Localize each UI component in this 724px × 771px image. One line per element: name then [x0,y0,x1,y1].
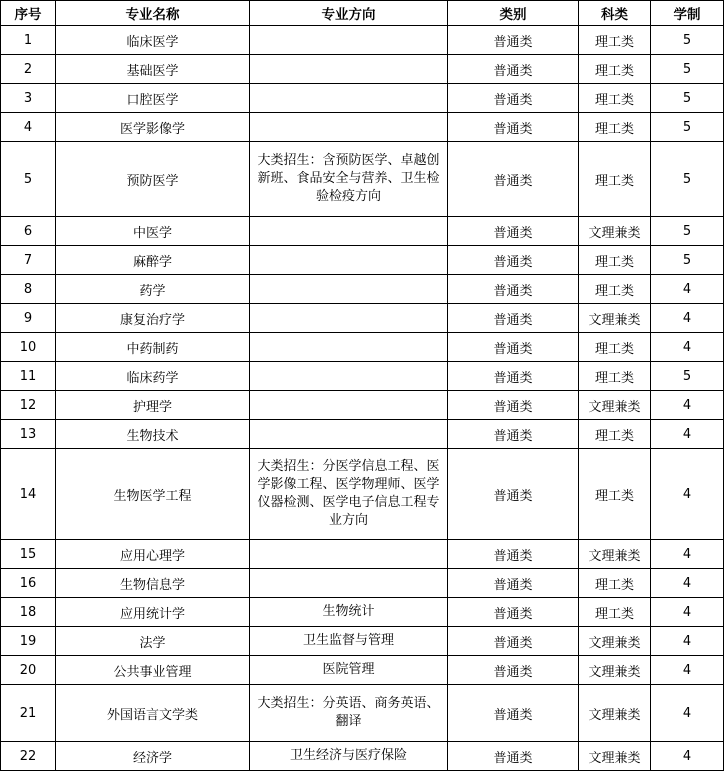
cell-category: 普通类 [448,598,579,627]
cell-category: 普通类 [448,304,579,333]
table-row [1,142,724,217]
cell-years: 4 [651,333,724,362]
header-row [1,1,724,26]
cell-no: 6 [1,217,56,246]
cell-category: 普通类 [448,55,579,84]
cell-no: 1 [1,26,56,55]
cell-subject: 理工类 [579,333,651,362]
cell-name: 口腔医学 [56,84,250,113]
table-row [1,598,724,627]
cell-no: 15 [1,540,56,569]
cell-no: 19 [1,627,56,656]
cell-direction [250,113,448,142]
cell-years: 5 [651,55,724,84]
table-row [1,275,724,304]
table-row [1,113,724,142]
cell-category: 普通类 [448,113,579,142]
cell-direction [250,275,448,304]
cell-direction [250,246,448,275]
table-row [1,55,724,84]
cell-years: 5 [651,362,724,391]
cell-no: 2 [1,55,56,84]
cell-subject: 文理兼类 [579,391,651,420]
cell-direction: 医院管理 [250,656,448,685]
cell-name: 应用心理学 [56,540,250,569]
cell-subject: 文理兼类 [579,627,651,656]
cell-years: 5 [651,113,724,142]
cell-name: 经济学 [56,742,250,771]
cell-subject: 理工类 [579,362,651,391]
table-row [1,540,724,569]
cell-subject: 文理兼类 [579,656,651,685]
cell-subject: 理工类 [579,142,651,217]
cell-no: 13 [1,420,56,449]
cell-category: 普通类 [448,742,579,771]
cell-no: 3 [1,84,56,113]
cell-years: 4 [651,627,724,656]
cell-category: 普通类 [448,84,579,113]
cell-subject: 理工类 [579,598,651,627]
cell-category: 普通类 [448,685,579,742]
table-row [1,685,724,742]
header-category: 类别 [448,1,579,26]
table-row [1,333,724,362]
cell-category: 普通类 [448,275,579,304]
cell-category: 普通类 [448,362,579,391]
cell-years: 4 [651,540,724,569]
cell-direction: 大类招生：分医学信息工程、医学影像工程、医学物理师、医学仪器检测、医学电子信息工程专业方向 [250,449,448,540]
table-row [1,627,724,656]
cell-subject: 理工类 [579,55,651,84]
cell-name: 医学影像学 [56,113,250,142]
cell-years: 5 [651,84,724,113]
cell-no: 7 [1,246,56,275]
cell-subject: 理工类 [579,420,651,449]
cell-name: 临床药学 [56,362,250,391]
cell-subject: 理工类 [579,449,651,540]
cell-direction: 生物统计 [250,598,448,627]
table-row [1,449,724,540]
cell-years: 4 [651,304,724,333]
cell-name: 生物医学工程 [56,449,250,540]
cell-years: 4 [651,420,724,449]
cell-no: 22 [1,742,56,771]
cell-category: 普通类 [448,333,579,362]
cell-years: 5 [651,142,724,217]
cell-direction: 卫生经济与医疗保险 [250,742,448,771]
cell-category: 普通类 [448,449,579,540]
cell-category: 普通类 [448,540,579,569]
cell-direction [250,391,448,420]
cell-category: 普通类 [448,246,579,275]
cell-direction [250,420,448,449]
cell-name: 公共事业管理 [56,656,250,685]
cell-years: 5 [651,217,724,246]
table-row [1,304,724,333]
cell-no: 18 [1,598,56,627]
cell-years: 4 [651,598,724,627]
cell-no: 11 [1,362,56,391]
cell-subject: 文理兼类 [579,217,651,246]
cell-years: 5 [651,26,724,55]
header-direction: 专业方向 [250,1,448,26]
cell-subject: 理工类 [579,26,651,55]
cell-years: 4 [651,656,724,685]
table-row [1,217,724,246]
cell-name: 生物信息学 [56,569,250,598]
cell-name: 中药制药 [56,333,250,362]
cell-subject: 文理兼类 [579,742,651,771]
cell-name: 应用统计学 [56,598,250,627]
table-row [1,420,724,449]
cell-no: 14 [1,449,56,540]
cell-category: 普通类 [448,420,579,449]
cell-direction [250,569,448,598]
cell-direction: 卫生监督与管理 [250,627,448,656]
table-row [1,84,724,113]
table-row [1,569,724,598]
cell-direction [250,55,448,84]
cell-subject: 理工类 [579,113,651,142]
cell-name: 中医学 [56,217,250,246]
cell-category: 普通类 [448,569,579,598]
cell-years: 4 [651,391,724,420]
cell-name: 康复治疗学 [56,304,250,333]
cell-direction: 大类招生：含预防医学、卓越创新班、食品安全与营养、卫生检验检疫方向 [250,142,448,217]
header-years: 学制 [651,1,724,26]
cell-subject: 文理兼类 [579,685,651,742]
cell-no: 21 [1,685,56,742]
table-row [1,656,724,685]
cell-name: 护理学 [56,391,250,420]
cell-name: 预防医学 [56,142,250,217]
header-no: 序号 [1,1,56,26]
cell-subject: 文理兼类 [579,540,651,569]
cell-name: 外国语言文学类 [56,685,250,742]
cell-category: 普通类 [448,26,579,55]
cell-no: 8 [1,275,56,304]
cell-years: 4 [651,742,724,771]
cell-no: 16 [1,569,56,598]
cell-subject: 理工类 [579,275,651,304]
cell-category: 普通类 [448,142,579,217]
cell-years: 4 [651,449,724,540]
header-name: 专业名称 [56,1,250,26]
cell-category: 普通类 [448,656,579,685]
cell-no: 9 [1,304,56,333]
cell-direction: 大类招生：分英语、商务英语、翻译 [250,685,448,742]
cell-category: 普通类 [448,217,579,246]
cell-category: 普通类 [448,627,579,656]
cell-direction [250,217,448,246]
cell-direction [250,84,448,113]
cell-direction [250,304,448,333]
cell-no: 12 [1,391,56,420]
cell-name: 基础医学 [56,55,250,84]
cell-years: 5 [651,246,724,275]
table-row [1,362,724,391]
cell-name: 麻醉学 [56,246,250,275]
cell-years: 4 [651,275,724,304]
cell-no: 10 [1,333,56,362]
cell-direction [250,540,448,569]
cell-category: 普通类 [448,391,579,420]
table-row [1,742,724,771]
cell-no: 20 [1,656,56,685]
table-row [1,246,724,275]
table-row [1,391,724,420]
cell-subject: 理工类 [579,246,651,275]
cell-subject: 理工类 [579,569,651,598]
cell-no: 4 [1,113,56,142]
header-subject: 科类 [579,1,651,26]
cell-direction [250,26,448,55]
cell-name: 法学 [56,627,250,656]
table-row [1,26,724,55]
cell-subject: 理工类 [579,84,651,113]
cell-years: 4 [651,569,724,598]
cell-name: 生物技术 [56,420,250,449]
cell-years: 4 [651,685,724,742]
cell-name: 临床医学 [56,26,250,55]
cell-name: 药学 [56,275,250,304]
cell-direction [250,362,448,391]
cell-direction [250,333,448,362]
cell-no: 5 [1,142,56,217]
cell-subject: 文理兼类 [579,304,651,333]
